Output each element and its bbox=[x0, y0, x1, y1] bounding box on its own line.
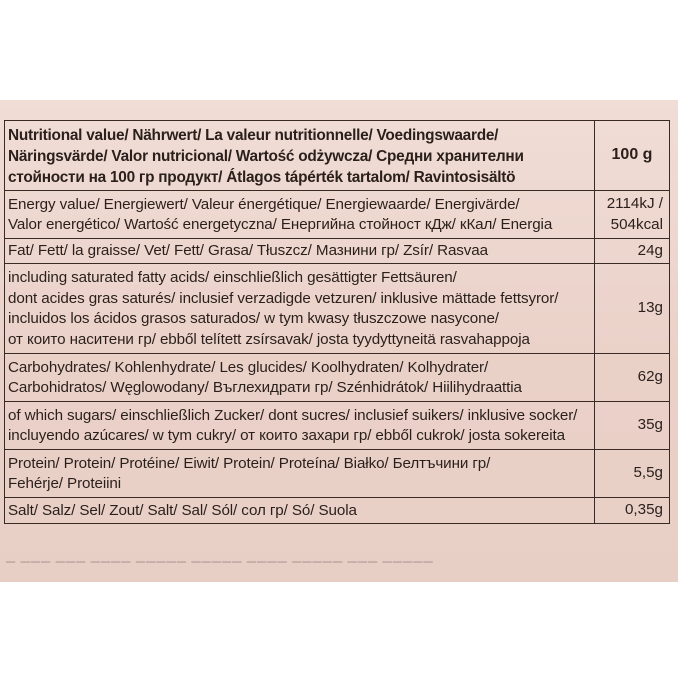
header-per-100g: 100 g bbox=[595, 121, 670, 191]
fat-value: 24g bbox=[595, 239, 670, 264]
nutrition-label-card bbox=[0, 100, 678, 582]
sugars-label: of which sugars/ einschließlich Zucker/ dont sucres/ inclusief suikers/ inklusive socker/ incluyendo azúcares/ w tym cukry/ от които захари гр/ ebből cukrok/ josta sokereita bbox=[5, 402, 595, 450]
salt-value: 0,35g bbox=[595, 498, 670, 524]
cropped-text-line: ▁ ▁▁▁ ▁▁▁ ▁▁▁▁ ▁▁▁▁▁ ▁▁▁▁▁ ▁▁▁▁ ▁▁▁▁▁ ▁▁▁ ▁▁▁▁▁ bbox=[6, 549, 434, 563]
saturated-fat-value: 13g bbox=[595, 264, 670, 354]
nutrition-table bbox=[4, 120, 670, 524]
table-row-sugars bbox=[5, 402, 670, 450]
saturated-fat-label: including saturated fatty acids/ einschließlich gesättigter Fettsäuren/ dont acides gras saturés/ inclusief verzadigde vetzuren/ inklusive mättade fettsyror/ incluidos los ácidos grasos saturados/ w tym kwasy tłuszczowe nasycone/ от които наситени гр/ ebből telített zsírsavak/ josta tyydyttyneitä rasvahappoja bbox=[5, 264, 595, 354]
salt-label: Salt/ Salz/ Sel/ Zout/ Salt/ Sal/ Sól/ сол гр/ Só/ Suola bbox=[5, 498, 595, 524]
table-row-fat bbox=[5, 239, 670, 264]
fat-label: Fat/ Fett/ la graisse/ Vet/ Fett/ Grasa/ Tłuszcz/ Мазнини гр/ Zsír/ Rasvaa bbox=[5, 239, 595, 264]
table-row-salt bbox=[5, 498, 670, 524]
table-row-carbohydrates bbox=[5, 354, 670, 402]
table-row-protein bbox=[5, 450, 670, 498]
energy-value: 2114kJ / 504kcal bbox=[595, 191, 670, 239]
energy-label: Energy value/ Energiewert/ Valeur énergétique/ Energiewaarde/ Energivärde/ Valor energético/ Wartość energetyczna/ Енергийна стойност кДж/ кКал/ Energia bbox=[5, 191, 595, 239]
protein-value: 5,5g bbox=[595, 450, 670, 498]
carbohydrates-value: 62g bbox=[595, 354, 670, 402]
carbohydrates-label: Carbohydrates/ Kohlenhydrate/ Les glucides/ Koolhydraten/ Kolhydrater/ Carbohidratos/ Węglowodany/ Въглехидрати гр/ Szénhidrátok/ Hiilihydraattia bbox=[5, 354, 595, 402]
sugars-value: 35g bbox=[595, 402, 670, 450]
table-row-saturated-fat bbox=[5, 264, 670, 354]
table-header-row bbox=[5, 121, 670, 191]
table-row-energy bbox=[5, 191, 670, 239]
header-label: Nutritional value/ Nährwert/ La valeur nutritionnelle/ Voedingswaarde/ Näringsvärde/ Valor nutricional/ Wartość odżywcza/ Средни хранителни стойности на 100 гр продукт/ Átlagos tápérték tartalom/ Ravintosisältö bbox=[5, 121, 595, 191]
protein-label: Protein/ Protein/ Protéine/ Eiwit/ Protein/ Proteína/ Białko/ Белтъчини гр/ Fehérje/ Proteiini bbox=[5, 450, 595, 498]
